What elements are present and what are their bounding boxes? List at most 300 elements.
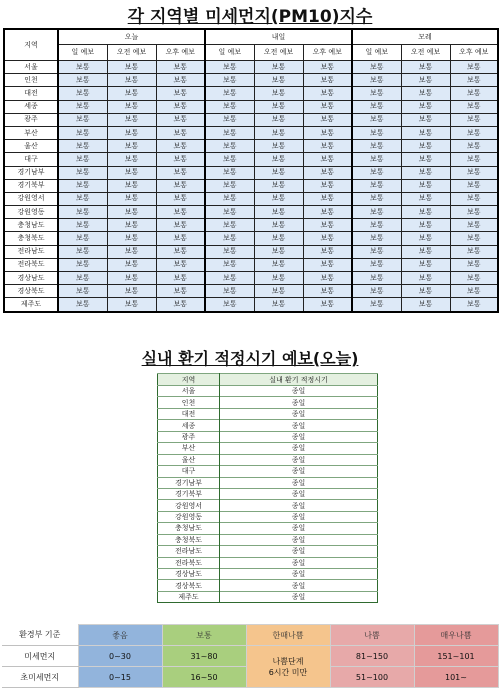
region-cell: 경상남도 <box>4 272 58 285</box>
forecast-cell: 보통 <box>254 74 303 87</box>
forecast-cell: 보통 <box>254 166 303 179</box>
forecast-cell: 보통 <box>450 87 498 100</box>
forecast-cell: 보통 <box>352 87 401 100</box>
sub-header: 일 예보 <box>58 45 107 61</box>
vent-region-cell: 경상북도 <box>158 580 220 591</box>
forecast-cell: 보통 <box>401 258 450 271</box>
vent-row <box>158 523 378 534</box>
forecast-cell: 보통 <box>254 298 303 312</box>
forecast-cell: 보통 <box>156 87 205 100</box>
forecast-cell: 보통 <box>58 245 107 258</box>
forecast-cell: 보통 <box>303 206 352 219</box>
forecast-cell: 보통 <box>352 179 401 192</box>
forecast-cell: 보통 <box>401 87 450 100</box>
pm25-very-bad: 101~ <box>414 667 498 688</box>
vent-region-cell: 세종 <box>158 420 220 431</box>
forecast-cell: 보통 <box>205 192 254 205</box>
row-label-pm25: 초미세먼지 <box>2 667 78 688</box>
vent-region-cell: 부산 <box>158 443 220 454</box>
table-row <box>4 74 498 87</box>
vent-time-cell: 종일 <box>220 408 378 419</box>
forecast-cell: 보통 <box>254 100 303 113</box>
vent-region-header: 지역 <box>158 374 220 386</box>
forecast-cell: 보통 <box>156 232 205 245</box>
vent-row <box>158 511 378 522</box>
vent-region-cell: 제주도 <box>158 591 220 602</box>
forecast-cell: 보통 <box>107 245 156 258</box>
vent-row <box>158 557 378 568</box>
table-row <box>4 219 498 232</box>
vent-time-cell: 종일 <box>220 546 378 557</box>
vent-region-cell: 충청남도 <box>158 523 220 534</box>
forecast-cell: 보통 <box>401 298 450 312</box>
forecast-cell: 보통 <box>450 258 498 271</box>
forecast-cell: 보통 <box>254 113 303 126</box>
forecast-cell: 보통 <box>156 285 205 298</box>
forecast-cell: 보통 <box>352 298 401 312</box>
table-row <box>4 179 498 192</box>
forecast-cell: 보통 <box>205 74 254 87</box>
forecast-cell: 보통 <box>352 166 401 179</box>
forecast-cell: 보통 <box>303 74 352 87</box>
forecast-cell: 보통 <box>303 100 352 113</box>
forecast-cell: 보통 <box>254 219 303 232</box>
vent-row <box>158 477 378 488</box>
vent-row <box>158 431 378 442</box>
vent-time-cell: 종일 <box>220 500 378 511</box>
region-cell: 경기북부 <box>4 179 58 192</box>
ventilation-table <box>157 373 378 603</box>
forecast-cell: 보통 <box>450 272 498 285</box>
vent-region-cell: 충청북도 <box>158 534 220 545</box>
forecast-cell: 보통 <box>156 179 205 192</box>
vent-row <box>158 488 378 499</box>
group-header-today: 오늘 <box>58 29 205 45</box>
forecast-cell: 보통 <box>352 285 401 298</box>
forecast-cell: 보통 <box>254 245 303 258</box>
forecast-cell: 보통 <box>303 61 352 74</box>
forecast-cell: 보통 <box>107 272 156 285</box>
forecast-cell: 보통 <box>58 166 107 179</box>
forecast-cell: 보통 <box>156 219 205 232</box>
forecast-cell: 보통 <box>450 61 498 74</box>
group-header-day-after: 모레 <box>352 29 498 45</box>
sub-header: 일 예보 <box>205 45 254 61</box>
forecast-cell: 보통 <box>352 100 401 113</box>
forecast-cell: 보통 <box>156 140 205 153</box>
vent-time-cell: 종일 <box>220 534 378 545</box>
sub-header: 오후 예보 <box>156 45 205 61</box>
forecast-cell: 보통 <box>254 272 303 285</box>
vent-row <box>158 580 378 591</box>
vent-row <box>158 443 378 454</box>
vent-time-cell: 종일 <box>220 557 378 568</box>
region-cell: 전라남도 <box>4 245 58 258</box>
forecast-cell: 보통 <box>205 61 254 74</box>
forecast-cell: 보통 <box>352 113 401 126</box>
forecast-cell: 보통 <box>352 61 401 74</box>
forecast-cell: 보통 <box>205 206 254 219</box>
forecast-cell: 보통 <box>107 126 156 139</box>
forecast-cell: 보통 <box>254 126 303 139</box>
vent-row <box>158 466 378 477</box>
forecast-cell: 보통 <box>254 61 303 74</box>
region-cell: 대전 <box>4 87 58 100</box>
sub-header: 오후 예보 <box>450 45 498 61</box>
forecast-cell: 보통 <box>58 100 107 113</box>
forecast-cell: 보통 <box>401 166 450 179</box>
table-row <box>4 61 498 74</box>
forecast-cell: 보통 <box>303 87 352 100</box>
forecast-cell: 보통 <box>450 232 498 245</box>
pm10-bad: 81~150 <box>330 646 414 667</box>
vent-row <box>158 569 378 580</box>
vent-row <box>158 454 378 465</box>
forecast-cell: 보통 <box>352 258 401 271</box>
forecast-cell: 보통 <box>401 179 450 192</box>
forecast-cell: 보통 <box>107 192 156 205</box>
forecast-cell: 보통 <box>352 153 401 166</box>
table-row <box>4 245 498 258</box>
table-row <box>4 298 498 312</box>
vent-time-cell: 종일 <box>220 431 378 442</box>
forecast-cell: 보통 <box>107 61 156 74</box>
forecast-cell: 보통 <box>450 298 498 312</box>
standards-header-label: 환경부 기준 <box>2 625 78 646</box>
forecast-cell: 보통 <box>107 298 156 312</box>
vent-time-cell: 종일 <box>220 477 378 488</box>
forecast-cell: 보통 <box>254 179 303 192</box>
forecast-cell: 보통 <box>58 192 107 205</box>
forecast-cell: 보통 <box>58 74 107 87</box>
forecast-cell: 보통 <box>450 113 498 126</box>
forecast-cell: 보통 <box>156 113 205 126</box>
vent-time-cell: 종일 <box>220 591 378 602</box>
table-row <box>4 258 498 271</box>
forecast-cell: 보통 <box>254 192 303 205</box>
forecast-cell: 보통 <box>156 61 205 74</box>
forecast-cell: 보통 <box>205 166 254 179</box>
group-header-tomorrow: 내일 <box>205 29 352 45</box>
pm25-normal: 16~50 <box>162 667 246 688</box>
forecast-cell: 보통 <box>205 298 254 312</box>
forecast-cell: 보통 <box>107 113 156 126</box>
region-cell: 경기남부 <box>4 166 58 179</box>
table-row <box>4 140 498 153</box>
forecast-cell: 보통 <box>352 245 401 258</box>
vent-region-cell: 강원영서 <box>158 500 220 511</box>
forecast-cell: 보통 <box>58 232 107 245</box>
forecast-cell: 보통 <box>303 140 352 153</box>
table-row <box>4 272 498 285</box>
forecast-cell: 보통 <box>205 113 254 126</box>
vent-time-cell: 종일 <box>220 569 378 580</box>
forecast-cell: 보통 <box>107 166 156 179</box>
sub-header: 오전 예보 <box>401 45 450 61</box>
forecast-cell: 보통 <box>352 232 401 245</box>
forecast-cell: 보통 <box>401 285 450 298</box>
table-row <box>4 166 498 179</box>
vent-row <box>158 534 378 545</box>
forecast-cell: 보통 <box>107 100 156 113</box>
forecast-cell: 보통 <box>303 153 352 166</box>
forecast-cell: 보통 <box>58 285 107 298</box>
forecast-cell: 보통 <box>156 166 205 179</box>
forecast-cell: 보통 <box>303 219 352 232</box>
level-normal: 보통 <box>162 625 246 646</box>
vent-region-cell: 인천 <box>158 397 220 408</box>
forecast-cell: 보통 <box>401 232 450 245</box>
forecast-cell: 보통 <box>58 87 107 100</box>
forecast-cell: 보통 <box>450 179 498 192</box>
forecast-cell: 보통 <box>205 126 254 139</box>
forecast-cell: 보통 <box>205 258 254 271</box>
forecast-cell: 보통 <box>107 140 156 153</box>
sub-header: 일 예보 <box>352 45 401 61</box>
forecast-cell: 보통 <box>156 298 205 312</box>
region-cell: 부산 <box>4 126 58 139</box>
temp-bad-note <box>246 646 330 688</box>
pm25-good: 0~15 <box>78 667 162 688</box>
region-cell: 제주도 <box>4 298 58 312</box>
forecast-cell: 보통 <box>58 61 107 74</box>
forecast-cell: 보통 <box>352 192 401 205</box>
region-cell: 인천 <box>4 74 58 87</box>
forecast-cell: 보통 <box>205 232 254 245</box>
forecast-cell: 보통 <box>303 245 352 258</box>
forecast-cell: 보통 <box>401 100 450 113</box>
region-cell: 강원영동 <box>4 206 58 219</box>
forecast-cell: 보통 <box>401 153 450 166</box>
forecast-cell: 보통 <box>254 87 303 100</box>
vent-time-cell: 종일 <box>220 511 378 522</box>
vent-row <box>158 408 378 419</box>
table-row <box>4 285 498 298</box>
region-cell: 세종 <box>4 100 58 113</box>
region-cell: 경상북도 <box>4 285 58 298</box>
pm10-good: 0~30 <box>78 646 162 667</box>
forecast-cell: 보통 <box>450 166 498 179</box>
forecast-cell: 보통 <box>156 192 205 205</box>
forecast-cell: 보통 <box>205 272 254 285</box>
vent-time-header: 실내 환기 적정시기 <box>220 374 378 386</box>
forecast-cell: 보통 <box>450 140 498 153</box>
forecast-cell: 보통 <box>450 192 498 205</box>
forecast-cell: 보통 <box>58 126 107 139</box>
vent-time-cell: 종일 <box>220 580 378 591</box>
forecast-cell: 보통 <box>303 126 352 139</box>
table-row <box>4 153 498 166</box>
forecast-cell: 보통 <box>352 126 401 139</box>
forecast-cell: 보통 <box>205 87 254 100</box>
forecast-cell: 보통 <box>401 140 450 153</box>
standards-table <box>2 624 499 688</box>
vent-row <box>158 500 378 511</box>
forecast-cell: 보통 <box>156 258 205 271</box>
forecast-cell: 보통 <box>303 113 352 126</box>
vent-time-cell: 종일 <box>220 420 378 431</box>
forecast-cell: 보통 <box>401 206 450 219</box>
table-row <box>4 126 498 139</box>
forecast-cell: 보통 <box>401 113 450 126</box>
temp-bad-note-line2: 6시간 미만 <box>268 667 308 677</box>
forecast-cell: 보통 <box>303 285 352 298</box>
forecast-cell: 보통 <box>450 126 498 139</box>
table-row <box>4 192 498 205</box>
forecast-cell: 보통 <box>303 232 352 245</box>
forecast-cell: 보통 <box>401 245 450 258</box>
region-column-header: 지역 <box>4 29 58 61</box>
forecast-cell: 보통 <box>107 153 156 166</box>
forecast-cell: 보통 <box>401 61 450 74</box>
forecast-cell: 보통 <box>205 219 254 232</box>
table-row <box>4 113 498 126</box>
forecast-cell: 보통 <box>107 74 156 87</box>
forecast-cell: 보통 <box>450 153 498 166</box>
forecast-cell: 보통 <box>156 153 205 166</box>
vent-row <box>158 397 378 408</box>
forecast-cell: 보통 <box>303 166 352 179</box>
forecast-cell: 보통 <box>107 206 156 219</box>
region-cell: 강원영서 <box>4 192 58 205</box>
region-cell: 광주 <box>4 113 58 126</box>
forecast-cell: 보통 <box>401 219 450 232</box>
forecast-cell: 보통 <box>450 206 498 219</box>
forecast-cell: 보통 <box>352 272 401 285</box>
forecast-cell: 보통 <box>205 245 254 258</box>
region-cell: 충청북도 <box>4 232 58 245</box>
sub-header: 오전 예보 <box>254 45 303 61</box>
vent-time-cell: 종일 <box>220 466 378 477</box>
level-temp-bad: 한때나쁨 <box>246 625 330 646</box>
forecast-cell: 보통 <box>58 272 107 285</box>
forecast-cell: 보통 <box>303 298 352 312</box>
forecast-cell: 보통 <box>352 74 401 87</box>
forecast-cell: 보통 <box>156 100 205 113</box>
forecast-cell: 보통 <box>352 219 401 232</box>
vent-time-cell: 종일 <box>220 397 378 408</box>
forecast-cell: 보통 <box>156 206 205 219</box>
forecast-cell: 보통 <box>352 206 401 219</box>
vent-region-cell: 광주 <box>158 431 220 442</box>
forecast-cell: 보통 <box>303 258 352 271</box>
forecast-cell: 보통 <box>58 179 107 192</box>
forecast-cell: 보통 <box>58 298 107 312</box>
ventilation-title: 실내 환기 적정시기 예보(오늘) <box>141 349 359 368</box>
vent-region-cell: 울산 <box>158 454 220 465</box>
vent-region-cell: 대구 <box>158 466 220 477</box>
forecast-cell: 보통 <box>401 74 450 87</box>
forecast-cell: 보통 <box>254 206 303 219</box>
forecast-cell: 보통 <box>156 74 205 87</box>
table-row <box>4 87 498 100</box>
level-good: 좋음 <box>78 625 162 646</box>
pm10-very-bad: 151~101 <box>414 646 498 667</box>
pm25-bad: 51~100 <box>330 667 414 688</box>
level-very-bad: 매우나쁨 <box>414 625 498 646</box>
vent-region-cell: 경기북부 <box>158 488 220 499</box>
region-cell: 대구 <box>4 153 58 166</box>
vent-row <box>158 591 378 602</box>
vent-time-cell: 종일 <box>220 443 378 454</box>
forecast-cell: 보통 <box>352 140 401 153</box>
forecast-cell: 보통 <box>107 285 156 298</box>
forecast-cell: 보통 <box>205 153 254 166</box>
forecast-cell: 보통 <box>58 140 107 153</box>
forecast-cell: 보통 <box>401 126 450 139</box>
sub-header: 오후 예보 <box>303 45 352 61</box>
forecast-cell: 보통 <box>107 179 156 192</box>
forecast-cell: 보통 <box>58 113 107 126</box>
forecast-cell: 보통 <box>156 272 205 285</box>
forecast-cell: 보통 <box>107 87 156 100</box>
vent-region-cell: 전라북도 <box>158 557 220 568</box>
region-cell: 서울 <box>4 61 58 74</box>
forecast-cell: 보통 <box>107 219 156 232</box>
forecast-cell: 보통 <box>401 272 450 285</box>
forecast-cell: 보통 <box>254 258 303 271</box>
region-cell: 전라북도 <box>4 258 58 271</box>
region-cell: 충청남도 <box>4 219 58 232</box>
forecast-cell: 보통 <box>58 219 107 232</box>
vent-region-cell: 전라남도 <box>158 546 220 557</box>
vent-row <box>158 386 378 397</box>
forecast-cell: 보통 <box>450 100 498 113</box>
vent-row <box>158 546 378 557</box>
vent-time-cell: 종일 <box>220 523 378 534</box>
forecast-cell: 보통 <box>156 126 205 139</box>
vent-region-cell: 대전 <box>158 408 220 419</box>
level-bad: 나쁨 <box>330 625 414 646</box>
row-label-pm10: 미세먼지 <box>2 646 78 667</box>
forecast-cell: 보통 <box>303 272 352 285</box>
vent-row <box>158 420 378 431</box>
vent-region-cell: 경기남부 <box>158 477 220 488</box>
forecast-cell: 보통 <box>107 232 156 245</box>
forecast-cell: 보통 <box>254 285 303 298</box>
sub-header: 오전 예보 <box>107 45 156 61</box>
forecast-cell: 보통 <box>58 206 107 219</box>
pm10-table <box>3 28 499 313</box>
vent-region-cell: 서울 <box>158 386 220 397</box>
temp-bad-note-line1: 나쁨단계 <box>272 656 304 666</box>
vent-time-cell: 종일 <box>220 454 378 465</box>
forecast-cell: 보통 <box>450 285 498 298</box>
forecast-cell: 보통 <box>205 100 254 113</box>
forecast-cell: 보통 <box>156 245 205 258</box>
vent-region-cell: 강원영동 <box>158 511 220 522</box>
table-row <box>4 232 498 245</box>
forecast-cell: 보통 <box>58 153 107 166</box>
forecast-cell: 보통 <box>303 192 352 205</box>
vent-time-cell: 종일 <box>220 488 378 499</box>
forecast-cell: 보통 <box>450 245 498 258</box>
forecast-cell: 보통 <box>205 285 254 298</box>
vent-region-cell: 경상남도 <box>158 569 220 580</box>
table-row <box>4 206 498 219</box>
forecast-cell: 보통 <box>107 258 156 271</box>
table-row <box>4 100 498 113</box>
forecast-cell: 보통 <box>254 232 303 245</box>
forecast-cell: 보통 <box>254 153 303 166</box>
forecast-cell: 보통 <box>205 179 254 192</box>
region-cell: 울산 <box>4 140 58 153</box>
forecast-cell: 보통 <box>58 258 107 271</box>
forecast-cell: 보통 <box>450 219 498 232</box>
forecast-cell: 보통 <box>205 140 254 153</box>
page-title: 각 지역별 미세먼지(PM10)지수 <box>127 7 373 27</box>
vent-time-cell: 종일 <box>220 386 378 397</box>
